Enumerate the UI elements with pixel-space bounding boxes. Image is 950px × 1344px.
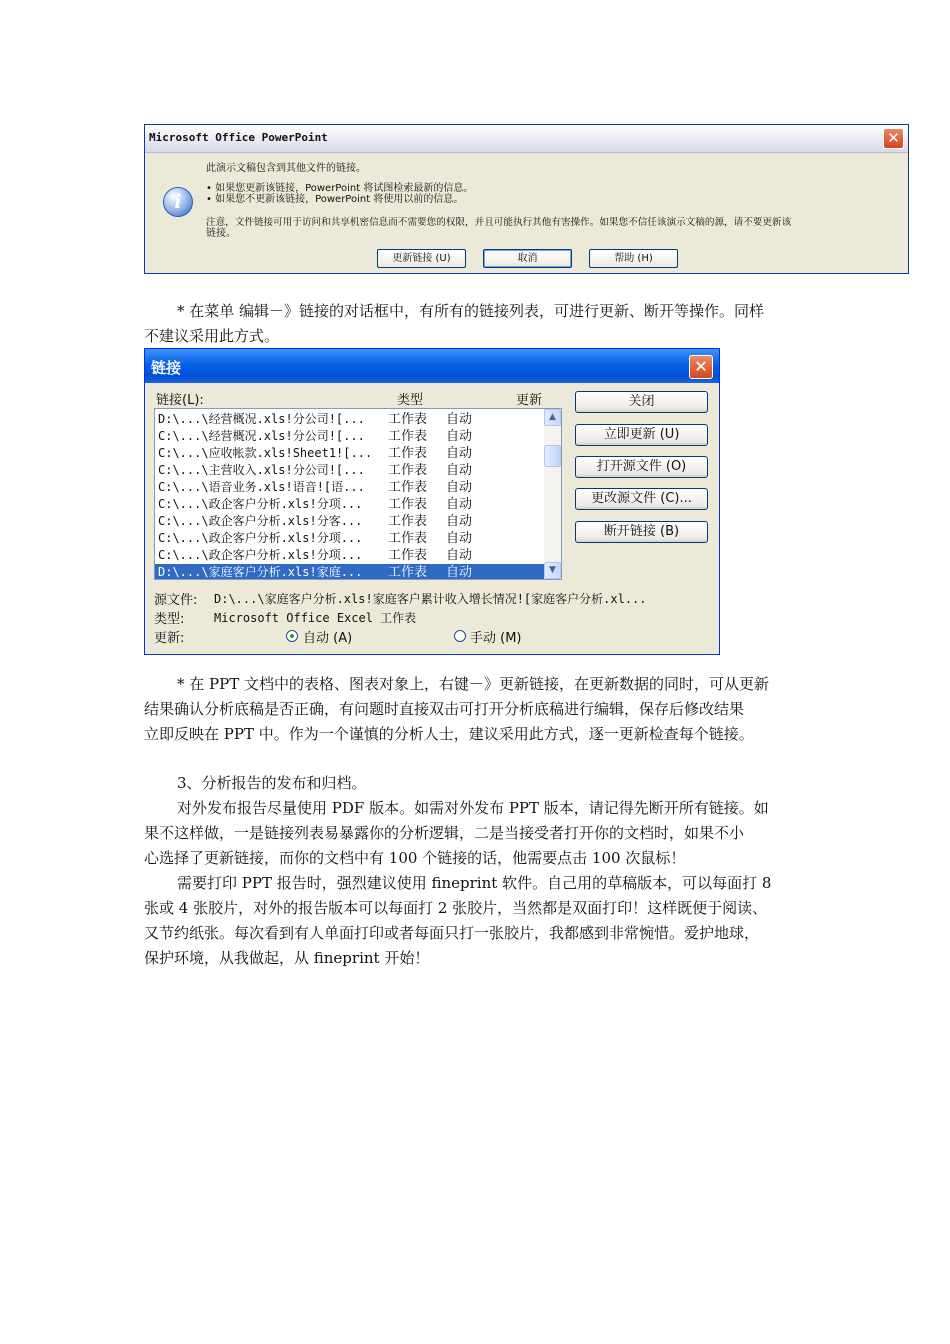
dialog-message: 此演示文稿包含到其他文件的链接。 (206, 163, 366, 174)
dialog-note: 注意，文件链接可用于访问和共享机密信息而不需要您的权限，并且可能执行其他有害操作。如果您不信任该演示文稿的源，请不要更新该 (206, 217, 792, 228)
table-row[interactable] (155, 513, 544, 530)
link-path: C:\...\政企客户分析.xls!分项... (158, 497, 363, 511)
paragraph-line: 张或 4 张胶片，对外的报告版本可以每面打 2 张胶片，当然都是双面打印！这样既便于阅读、 (144, 899, 768, 917)
help-button[interactable]: 帮助 (H) (589, 249, 678, 268)
column-header-type: 类型 (397, 393, 424, 408)
table-row[interactable] (155, 462, 544, 479)
paragraph-right-click-update (144, 672, 824, 747)
section-heading: 3、分析报告的发布和归档。 (177, 774, 367, 792)
link-update: 自动 (446, 565, 473, 580)
link-update: 自动 (446, 514, 473, 529)
link-type: 工作表 (388, 446, 428, 461)
links-titlebar (145, 349, 719, 383)
table-row[interactable] (155, 445, 544, 462)
link-path: C:\...\主营收入.xls!分公司![... (158, 463, 365, 477)
links-dialog (144, 348, 720, 655)
link-update: 自动 (446, 480, 473, 495)
table-row[interactable] (155, 496, 544, 513)
cancel-button[interactable]: 取消 (483, 249, 572, 268)
update-links-button[interactable]: 更新链接 (U) (377, 249, 466, 268)
paragraph-links-menu (144, 299, 824, 349)
column-header-update: 更新 (516, 393, 543, 408)
link-path: C:\...\应收帐款.xls!Sheet1![... (158, 446, 373, 460)
link-update: 自动 (446, 463, 473, 478)
column-header-link: 链接(L): (156, 393, 204, 408)
table-row[interactable] (155, 428, 544, 445)
manual-update-radio[interactable] (454, 630, 466, 642)
auto-update-radio[interactable] (286, 630, 298, 642)
type-value: Microsoft Office Excel 工作表 (214, 611, 417, 625)
links-list[interactable] (154, 408, 562, 580)
paragraph-line: 果不这样做，一是链接列表易暴露你的分析逻辑，二是当接受者打开你的文档时，如果不小 (144, 824, 745, 842)
open-source-button[interactable]: 打开源文件 (O) (575, 456, 708, 478)
link-update: 自动 (446, 497, 473, 512)
link-path: C:\...\政企客户分析.xls!分客... (158, 514, 363, 528)
info-icon: i (163, 187, 193, 217)
source-value: D:\...\家庭客户分析.xls!家庭客户累计收入增长情况![家庭客户分析.xl... (214, 592, 647, 606)
powerpoint-link-dialog (144, 124, 909, 274)
paragraph-line: 结果确认分析底稿是否正确，有问题时直接双击可打开分析底稿进行编辑，保存后修改结果 (144, 700, 745, 718)
source-label: 源文件: (154, 593, 198, 608)
scroll-down-icon[interactable]: ▼ (544, 562, 561, 579)
paragraph-line: 对外发布报告尽量使用 PDF 版本。如需对外发布 PPT 版本，请记得先断开所有链接。如 (177, 799, 769, 817)
paragraph-line: * 在 PPT 文档中的表格、图表对象上，右键－》更新链接，在更新数据的同时，可从更新 (177, 675, 769, 693)
list-scrollbar[interactable] (544, 409, 561, 579)
close-button[interactable]: 关闭 (575, 391, 708, 413)
paragraph-line: * 在菜单 编辑－》链接的对话框中，有所有的链接列表，可进行更新、断开等操作。同样 (177, 302, 765, 320)
link-type: 工作表 (388, 429, 428, 444)
manual-update-label: 手动 (M) (470, 631, 522, 646)
paragraph-line: 需要打印 PPT 报告时，强烈建议使用 fineprint 软件。自己用的草稿版本，可以每面打 8 (177, 874, 772, 892)
link-type: 工作表 (388, 565, 428, 580)
links-dialog-title: 链接 (151, 359, 182, 377)
auto-update-label: 自动 (A) (303, 631, 353, 646)
link-path: C:\...\语音业务.xls!语音![语... (158, 480, 365, 494)
link-path: D:\...\家庭客户分析.xls!家庭... (158, 565, 363, 579)
link-update: 自动 (446, 412, 473, 427)
link-type: 工作表 (388, 480, 428, 495)
link-type: 工作表 (388, 463, 428, 478)
paragraph-line: 心选择了更新链接，而你的文档中有 100 个链接的话，他需要点击 100 次鼠标！ (144, 849, 686, 867)
update-now-button[interactable]: 立即更新 (U) (575, 424, 708, 446)
paragraph-line: 不建议采用此方式。 (144, 327, 280, 345)
link-type: 工作表 (388, 497, 428, 512)
link-path: C:\...\政企客户分析.xls!分项... (158, 531, 363, 545)
scroll-up-icon[interactable]: ▲ (544, 409, 561, 426)
change-source-button[interactable]: 更改源文件 (C)... (575, 488, 708, 510)
table-row[interactable] (155, 547, 544, 564)
link-type: 工作表 (388, 548, 428, 563)
table-row[interactable] (155, 479, 544, 496)
link-update: 自动 (446, 548, 473, 563)
dialog-bullet-no-update: • 如果您不更新该链接，PowerPoint 将使用以前的信息。 (206, 194, 464, 205)
link-path: D:\...\经营概况.xls!分公司![... (158, 412, 365, 426)
dialog-bullet-update: • 如果您更新该链接，PowerPoint 将试图检索最新的信息。 (206, 183, 474, 194)
table-row-selected[interactable] (155, 564, 544, 580)
close-icon[interactable]: ✕ (689, 355, 713, 379)
link-path: C:\...\经营概况.xls!分公司![... (158, 429, 365, 443)
paragraph-line: 又节约纸张。每次看到有人单面打印或者每面只打一张胶片，我都感到非常惋惜。爱护地球， (144, 924, 760, 942)
dialog-note-end: 链接。 (206, 228, 236, 239)
table-row[interactable] (155, 411, 544, 428)
section-publish-archive (144, 771, 824, 971)
link-update: 自动 (446, 531, 473, 546)
link-update: 自动 (446, 429, 473, 444)
link-update: 自动 (446, 446, 473, 461)
link-type: 工作表 (388, 531, 428, 546)
table-row[interactable] (155, 530, 544, 547)
scrollbar-thumb[interactable] (544, 445, 561, 467)
type-label: 类型: (154, 612, 185, 627)
link-path: C:\...\政企客户分析.xls!分项... (158, 548, 363, 562)
link-type: 工作表 (388, 514, 428, 529)
dialog-titlebar (145, 125, 908, 153)
break-link-button[interactable]: 断开链接 (B) (575, 521, 708, 543)
paragraph-line: 立即反映在 PPT 中。作为一个谨慎的分析人士，建议采用此方式，逐一更新检查每个链接。 (144, 725, 754, 743)
link-type: 工作表 (388, 412, 428, 427)
dialog-title: Microsoft Office PowerPoint (149, 131, 328, 144)
paragraph-line: 保护环境，从我做起，从 fineprint 开始！ (144, 949, 430, 967)
close-icon[interactable]: ✕ (883, 128, 904, 149)
update-mode-label: 更新: (154, 631, 185, 646)
